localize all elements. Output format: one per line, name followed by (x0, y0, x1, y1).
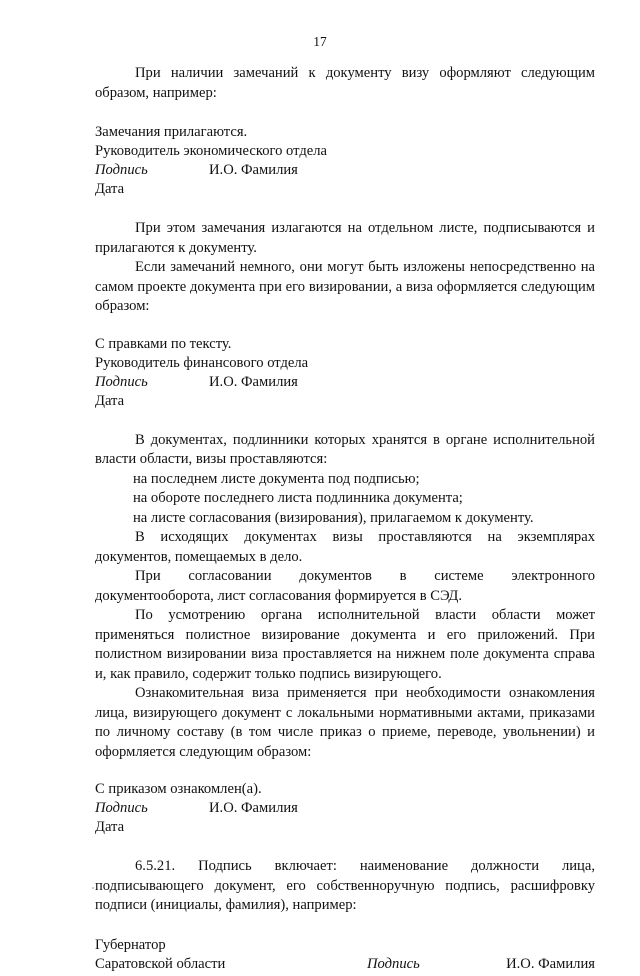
visa-sample-remarks (95, 123, 595, 199)
signature-name: И.О. Фамилия (209, 162, 298, 178)
paragraph-remarks-inline: Если замечаний немного, они могут быть изложены непосредственно на самом проекте документа при его визировании, а виза оформляется следующим образом: (95, 259, 595, 314)
sample-position: Руководитель финансового отдела (95, 354, 309, 371)
sample-note: Замечания прилагаются. (95, 124, 248, 140)
paragraph-remarks-intro: При наличии замечаний к документу визу оформляют следующим образом, например: (95, 65, 595, 101)
sample-signature-row (95, 799, 595, 818)
sample-signature-row (95, 373, 595, 392)
paragraph-page-visa: По усмотрению органа исполнительной власти области может применяться полистное визирование документа и его приложений. При полистном визировании виза проставляется на нижнем поле документа справа и, как правило, содержит только подпись визирующего. (95, 607, 595, 682)
paragraph-electronic-docs: При согласовании документов в системе электронного документооборота, лист согласования формируется в СЭД. (95, 568, 595, 604)
paragraph-acquaintance-visa: Ознакомительная виза применяется при необходимости ознакомления лица, визирующего документ с локальными нормативными актами, приказами по личному составу (в том числе приказ о приеме, переводе, увольнении) и оформляется следующим образом: (95, 685, 595, 760)
signature-label: Подпись (95, 162, 148, 178)
sample-note: С приказом ознакомлен(а). (95, 781, 262, 797)
page-number: 17 (313, 34, 327, 49)
paragraph-remarks-separate: При этом замечания излагаются на отдельном листе, подписываются и прилагаются к документу. (95, 220, 595, 256)
document-body (95, 64, 595, 976)
sample-position: Руководитель экономического отдела (95, 143, 328, 159)
governor-signature-row (95, 955, 595, 974)
sample-note: С правками по тексту. (95, 335, 232, 352)
sample-date: Дата (95, 181, 125, 197)
signature-name: И.О. Фамилия (209, 800, 298, 816)
sample-signature-row (95, 161, 595, 180)
list-item: на листе согласования (визирования), прилагаемом к документу. (133, 509, 534, 526)
scan-speck (92, 887, 94, 889)
signature-label: Подпись (95, 800, 148, 816)
paragraph-signature-definition: 6.5.21. Подпись включает: наименование должности лица, подписывающего документ, его собственноручную подпись, расшифровку подписи (инициалы, фамилия), например: (95, 858, 595, 913)
sample-date: Дата (95, 392, 125, 409)
paragraph-outgoing-docs: В исходящих документах визы проставляются на экземплярах документов, помещаемых в дело. (95, 529, 595, 565)
signature-name: И.О. Фамилия (209, 373, 298, 390)
visa-sample-edits (95, 335, 595, 411)
sample-date: Дата (95, 819, 125, 835)
list-item: на обороте последнего листа подлинника документа; (133, 490, 463, 506)
governor-title-line2: Саратовской области (95, 955, 226, 972)
visa-sample-acquaintance (95, 780, 595, 837)
list-item: на последнем листе документа под подписью; (133, 470, 420, 487)
governor-title-line1: Губернатор (95, 936, 166, 953)
signature-label: Подпись (95, 373, 148, 390)
signature-sample-governor (95, 936, 595, 976)
governor-signature-label: Подпись (367, 955, 420, 972)
governor-signature-name: И.О. Фамилия (506, 955, 595, 972)
paragraph-visa-placement: В документах, подлинники которых хранятся в органе исполнительной власти области, визы проставляются: (95, 431, 595, 467)
